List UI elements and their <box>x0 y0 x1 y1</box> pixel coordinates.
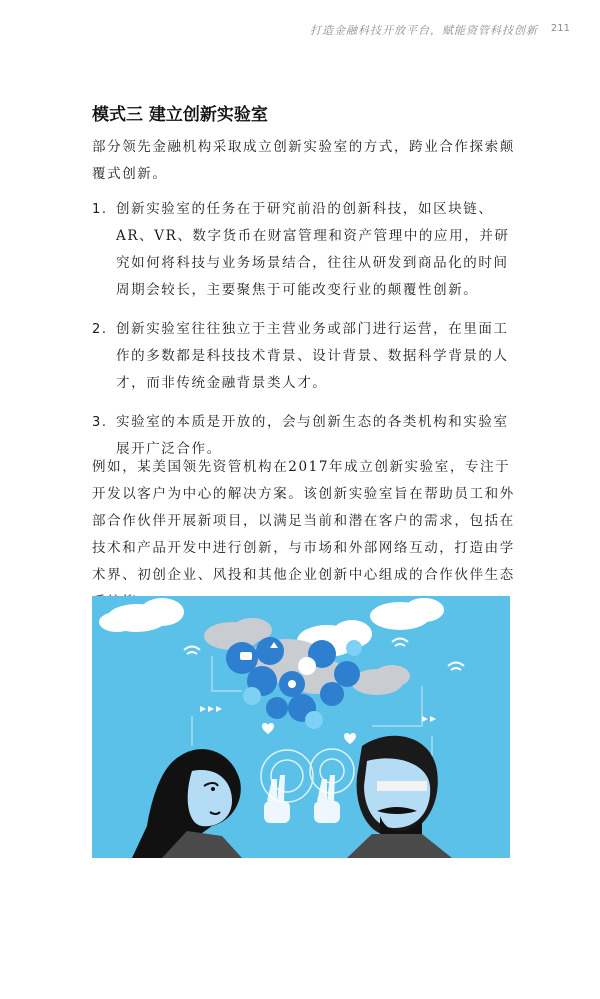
example-paragraph: 例如，某美国领先资管机构在2017年成立创新实验室，专注于开发以客户为中心的解决方案。该创新实验室旨在帮助员工和外部合作伙伴开展新项目，以满足当前和潜在客户的需求，包括在技术和产品开发中进行创新，与市场和外部网络互动，打造由学术界、初创企业、风投和其他企业创新中心组成的合作伙伴生态 <box>92 459 515 583</box>
list-item <box>92 316 520 397</box>
list-text: 创新实验室往往独立于主营业务或部门进行运营，在里面工作的多数都是科技技术背景、设计背景、数据科学背景的人才，而非传统金融背景类人才。 <box>116 321 509 391</box>
numbered-list <box>92 196 520 475</box>
section-title: 模式三 建立创新实验室 <box>92 105 268 125</box>
list-item <box>92 196 520 304</box>
list-text: 创新实验室的任务在于研究前沿的创新科技，如区块链、AR、VR、数字货币在财富管理和资产管理中的应用，并研究如何将科技与业务场景结合，往往从研发到商品化的时间周期会较长，主要聚焦于可能改变行业的颠覆性创新。 <box>116 201 510 298</box>
list-number: 3. <box>92 415 108 430</box>
page-number: 211 <box>550 23 570 34</box>
list-text: 实验室的本质是开放的，会与创新生态的各类机构和实验室展开广泛合作。 <box>116 414 509 457</box>
running-header: 打造金融科技开放平台，赋能资管科技创新 <box>310 24 538 37</box>
list-number: 1. <box>92 202 108 217</box>
intro-paragraph: 部分领先金融机构采取成立创新实验室的方式，跨业合作探索颠覆式创新。 <box>92 139 515 182</box>
innovation-illustration <box>92 596 510 858</box>
list-number: 2. <box>92 322 108 337</box>
